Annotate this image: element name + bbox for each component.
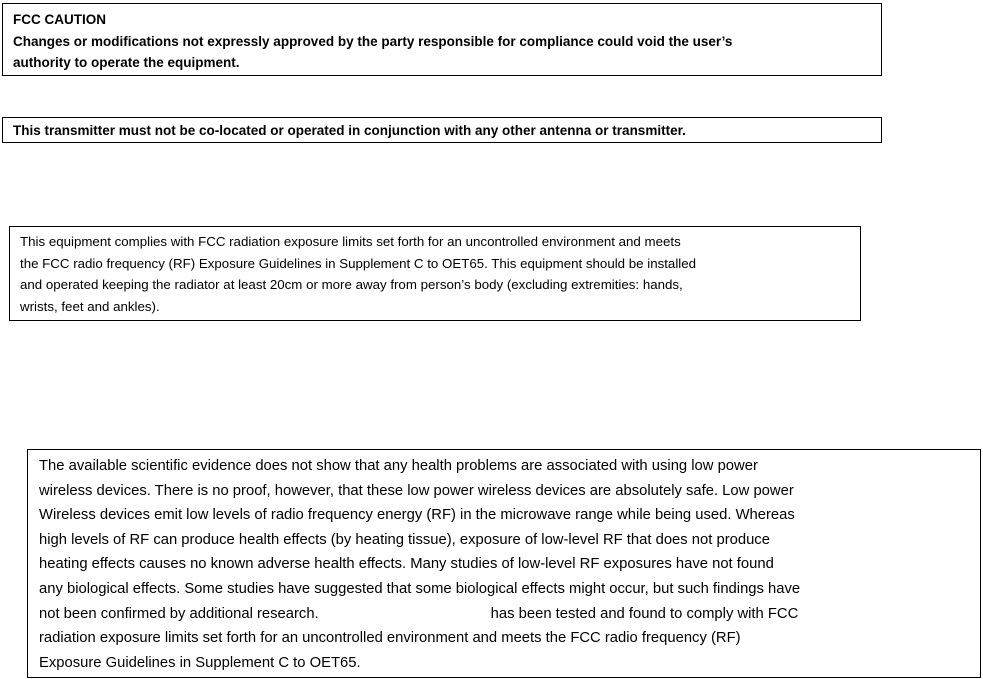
exposure-statement-line: and operated keeping the radiator at least 20cm or more away from person’s body (excluding extremities: hands, xyxy=(20,277,683,293)
colocation-notice-box xyxy=(2,117,882,143)
evidence-statement-line: any biological effects. Some studies have suggested that some biological effects might occur, but such findings have xyxy=(39,580,801,597)
evidence-statement-line: radiation exposure limits set forth for an uncontrolled environment and meets the FCC radio frequency (RF) xyxy=(39,630,741,647)
fcc-caution-title: FCC CAUTION xyxy=(13,12,106,27)
fcc-caution-line: authority to operate the equipment. xyxy=(13,55,240,70)
evidence-statement-segment: has been tested and found to comply with FCC xyxy=(490,605,799,622)
evidence-statement-segment: not been confirmed by additional research. xyxy=(39,605,319,622)
evidence-statement-line: wireless devices. There is no proof, however, that these low power wireless devices are absolutely safe. Low power xyxy=(39,482,794,499)
fcc-caution-box xyxy=(2,3,882,76)
evidence-statement-line: Exposure Guidelines in Supplement C to OET65. xyxy=(39,654,361,671)
exposure-statement-line: wrists, feet and ankles). xyxy=(20,298,160,314)
exposure-statement-box xyxy=(9,226,861,321)
exposure-statement-line: the FCC radio frequency (RF) Exposure Guidelines in Supplement C to OET65. This equipment should be installed xyxy=(20,255,697,271)
evidence-statement-line: heating effects causes no known adverse health effects. Many studies of low-level RF exposures have not found xyxy=(39,556,774,573)
colocation-notice-text: This transmitter must not be co-located or operated in conjunction with any other antenna or transmitter. xyxy=(13,123,686,138)
evidence-statement-line: high levels of RF can produce health effects (by heating tissue), exposure of low-level RF that does not produce xyxy=(39,531,770,548)
evidence-statement-line-with-gap xyxy=(39,602,969,627)
evidence-statement-line: The available scientific evidence does not show that any health problems are associated with using low power xyxy=(39,458,758,474)
evidence-statement-box xyxy=(27,449,981,678)
exposure-statement-line: This equipment complies with FCC radiation exposure limits set forth for an uncontrolled environment and meets xyxy=(20,234,681,249)
fcc-caution-line: Changes or modifications not expressly approved by the party responsible for compliance could void the user’s xyxy=(13,33,733,49)
evidence-statement-line: Wireless devices emit low levels of radio frequency energy (RF) in the microwave range while being used. Whereas xyxy=(39,507,795,524)
